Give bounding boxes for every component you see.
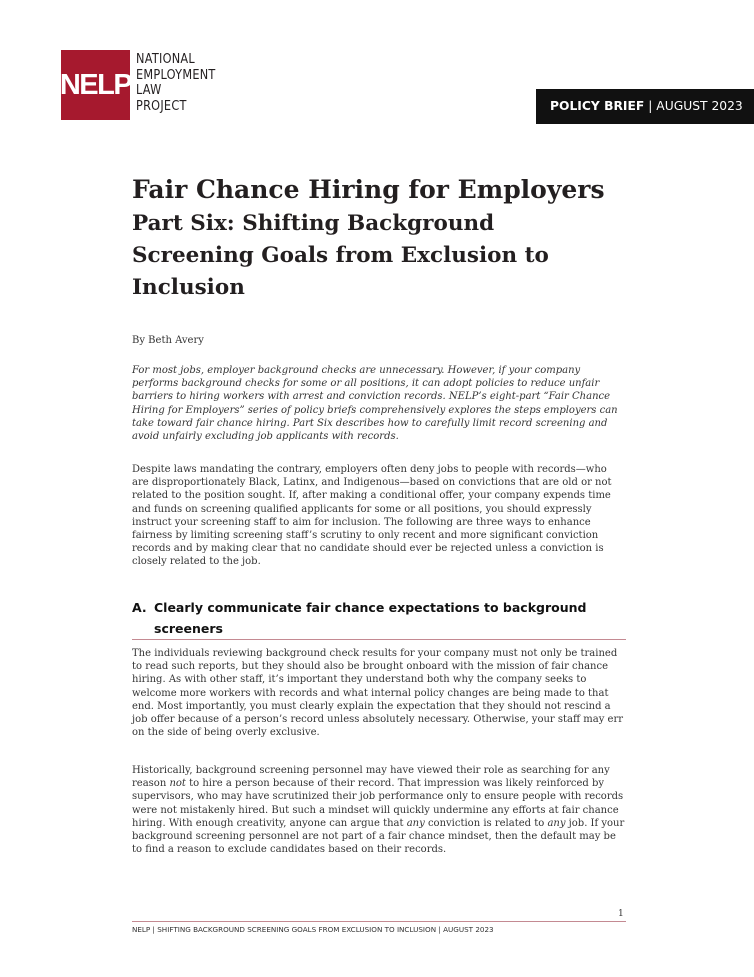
brief-label: POLICY BRIEF [550, 99, 645, 113]
text-run: to hire a person because of their record. That impression was likely reinforced by supervisors, who may have scrutinized their job performance only to ensure people with records were not mistakenly hired. But such a mindset will quickly undermine any efforts at fair chance hiring. With enough creativity, anyone can argue that [132, 778, 624, 829]
body-paragraph-1 [132, 463, 626, 569]
section-title: Clearly communicate fair chance expectations to background screeners [154, 600, 587, 636]
body-paragraph-2 [132, 647, 626, 739]
text-run: conviction is related to [424, 817, 548, 829]
section-a-heading [132, 597, 626, 640]
intro-paragraph [132, 364, 626, 443]
brief-separator: | [644, 99, 657, 113]
footer-divider [132, 921, 626, 922]
section-letter: A. [132, 600, 147, 615]
text-run: Historically, background screening personnel may have viewed their role as searching for any reason [132, 765, 610, 790]
logo-line: NATIONAL [136, 52, 195, 67]
body-paragraph-3 [132, 764, 626, 856]
logo-line: PROJECT [136, 98, 187, 114]
text-run: any [406, 817, 425, 829]
text-run: The individuals reviewing background check results for your company must not only be trained to read such reports, but they should also be brought onboard with the mission of fair chance hiring. As with other staff, it’s important they understand both why the company seeks to welcome more workers with records and what internal policy changes are being made to that end. Most importantly, you must clearly explain the expectation that they should not rescind a job offer because of a person’s record unless absolutely necessary. Otherwise, your staff may err on the side of being overly exclusive. [132, 648, 624, 739]
policy-brief-banner [536, 89, 754, 124]
byline: By Beth Avery [132, 335, 204, 346]
logo-line: LAW [136, 83, 162, 98]
text-run: not [169, 778, 186, 790]
document-subtitle: Part Six: Shifting Background Screening Goals from Exclusion to Inclusion [132, 211, 549, 300]
text-run: any [547, 817, 566, 829]
logo-line: EMPLOYMENT [136, 67, 216, 83]
text-run: For most jobs, employer background checks are unnecessary. However, if your company performs background checks for some or all positions, it can adopt policies to reduce unfair barriers to hiring workers with arrest and conviction records. NELP’s eight-part “Fair Chance Hiring for Employers” series of policy briefs comprehensively explores the steps employers can take toward fair chance hiring. Part Six describes how to carefully limit record screening and avoid unfairly excluding job applicants with records. [132, 365, 618, 443]
document-title: Fair Chance Hiring for Employers [132, 175, 605, 204]
logo-wordmark [136, 52, 216, 114]
page-number: 1 [618, 909, 624, 919]
footer-text: NELP | SHIFTING BACKGROUND SCREENING GOALS FROM EXCLUSION TO INCLUSION | AUGUST 2023 [132, 925, 494, 934]
text-run: job. If your background screening personnel are not part of a fair chance mindset, then the default may be to find a reason to exclude candidates based on their records. [132, 817, 625, 856]
nelp-logo [61, 50, 230, 120]
brief-date: AUGUST 2023 [656, 99, 743, 113]
text-run: Despite laws mandating the contrary, employers often deny jobs to people with records—who are disproportionately Black, Latinx, and Indigenous—based on convictions that are old or not related to the position sought. If, after making a conditional offer, your company expends time and funds on screening qualified applicants for some or all positions, you should expressly instruct your screening staff to aim for inclusion. The following are three ways to enhance fairness by limiting screening staff’s scrutiny to only recent and more significant conviction records and by making clear that no candidate should ever be rejected unless a conviction is closely related to the job. [132, 464, 612, 568]
logo-mark: NELP [61, 50, 130, 120]
